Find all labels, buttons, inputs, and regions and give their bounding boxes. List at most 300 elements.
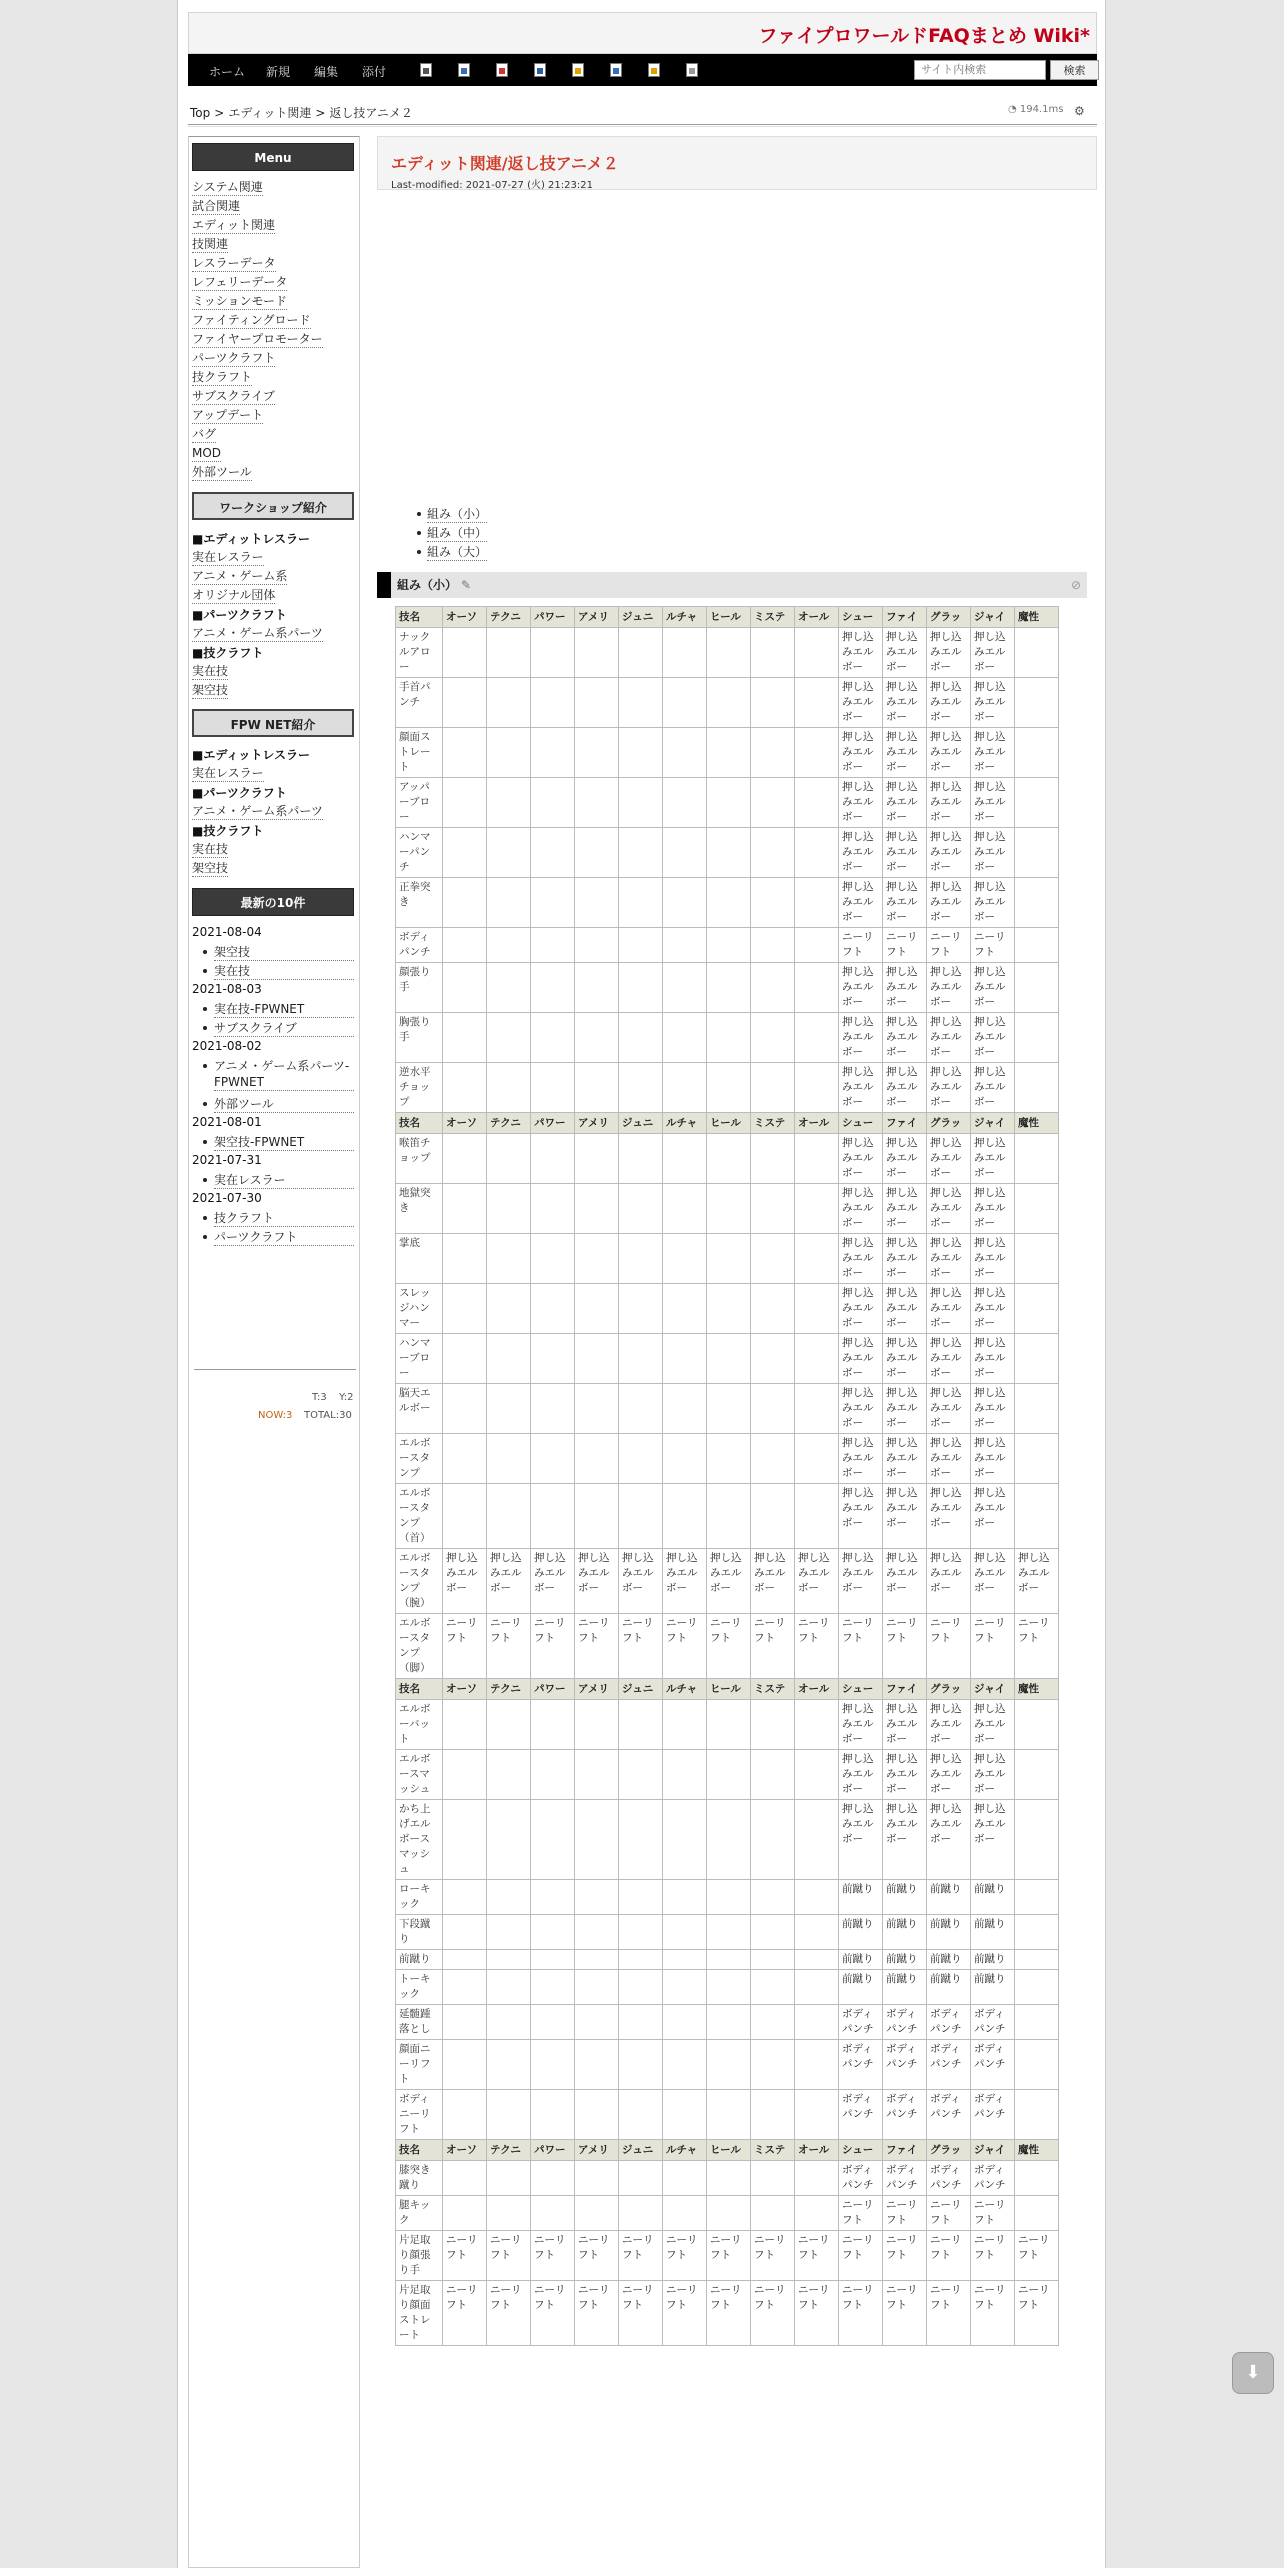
counter-move-cell	[707, 928, 751, 963]
breadcrumb-top[interactable]: Top	[190, 106, 211, 120]
counter-move-cell	[795, 1800, 839, 1880]
sidebar-item[interactable]: 試合関連	[192, 199, 241, 213]
counter-move-cell	[751, 1284, 795, 1334]
search-button[interactable]: 検索	[1050, 60, 1099, 80]
counter-move-cell	[1015, 1750, 1059, 1800]
recent-date: 2021-08-01	[192, 1115, 262, 1129]
counter-move-cell: ボディパンチ	[927, 2040, 971, 2090]
counter-move-cell: 押し込みエルボー	[927, 1549, 971, 1614]
sidebar-item[interactable]: 技クラフト	[192, 370, 253, 384]
counter-move-cell	[795, 678, 839, 728]
counter-move-cell	[443, 728, 487, 778]
sidebar-group-label: ■パーツクラフト	[192, 608, 287, 622]
counter-move-cell	[795, 1970, 839, 2005]
counter-move-cell: 押し込みエルボー	[971, 1134, 1015, 1184]
column-header: アメリ	[575, 607, 619, 628]
counter-move-cell	[1015, 2005, 1059, 2040]
render-time: ◔ 194.1ms	[1008, 104, 1064, 115]
counter-move-cell: ニーリフト	[707, 2231, 751, 2281]
counter-move-cell	[443, 963, 487, 1013]
counter-move-cell	[663, 928, 707, 963]
counter-move-cell	[443, 1284, 487, 1334]
counter-move-cell: 押し込みエルボー	[1015, 1549, 1059, 1614]
counter-move-cell	[707, 1284, 751, 1334]
counter-move-cell: 押し込みエルボー	[927, 1234, 971, 1284]
counter-move-cell	[443, 678, 487, 728]
nav-home[interactable]: ホーム	[209, 65, 246, 79]
counter-move-cell	[707, 678, 751, 728]
counter-move-cell: 押し込みエルボー	[883, 1484, 927, 1549]
counter-move-cell: 押し込みエルボー	[839, 1549, 883, 1614]
column-header: ルチャ	[663, 607, 707, 628]
column-header: シュー	[839, 607, 883, 628]
counter-move-cell	[575, 678, 619, 728]
counter-move-cell: 押し込みエルボー	[927, 1484, 971, 1549]
counter-move-cell	[575, 928, 619, 963]
sidebar-item[interactable]: レスラーデータ	[192, 256, 276, 270]
counter-move-cell: ニーリフト	[795, 2231, 839, 2281]
counter-move-cell	[1015, 928, 1059, 963]
counter-move-cell: 押し込みエルボー	[839, 828, 883, 878]
sidebar-item[interactable]: 実在技	[192, 842, 229, 856]
counter-move-cell	[575, 1434, 619, 1484]
counter-move-cell	[751, 1700, 795, 1750]
arrow-down-icon[interactable]: ⬇	[1232, 2352, 1274, 2394]
counter-move-cell	[795, 2005, 839, 2040]
section-heading	[377, 572, 1087, 598]
counter-move-cell	[663, 778, 707, 828]
counter-move-cell	[619, 1013, 663, 1063]
counter-move-cell: ニーリフト	[1015, 1614, 1059, 1679]
breadcrumb-edit[interactable]: エディット関連	[228, 106, 312, 120]
column-header: ミステ	[751, 1679, 795, 1700]
counter-move-cell: ニーリフト	[795, 2281, 839, 2346]
counter-move-cell	[795, 1134, 839, 1184]
column-header: オール	[795, 1113, 839, 1134]
history-icon[interactable]	[648, 63, 660, 77]
counter-move-cell: 押し込みエルボー	[971, 1013, 1015, 1063]
counter-move-cell	[531, 1284, 575, 1334]
table-row	[396, 963, 1059, 1013]
recent-item[interactable]: パーツクラフト	[214, 1229, 354, 1246]
counter-move-cell	[663, 2161, 707, 2196]
counter-move-cell: 押し込みエルボー	[971, 1384, 1015, 1434]
pencil-icon[interactable]: ✎	[461, 578, 472, 592]
counter-move-cell	[619, 1915, 663, 1950]
counter-move-cell: ニーリフト	[487, 1614, 531, 1679]
counter-move-cell	[531, 928, 575, 963]
counter-move-cell: 押し込みエルボー	[971, 778, 1015, 828]
counter-move-cell	[707, 728, 751, 778]
counter-move-cell: ニーリフト	[971, 2231, 1015, 2281]
counter-move-cell: ニーリフト	[1015, 2231, 1059, 2281]
move-name-cell: 顔面ニーリフト	[396, 2040, 443, 2090]
counter-move-cell	[1015, 1134, 1059, 1184]
counter-move-cell	[707, 778, 751, 828]
counter-move-cell	[443, 1334, 487, 1384]
column-header: ファイ	[883, 2140, 927, 2161]
counter-move-cell: ニーリフト	[839, 928, 883, 963]
counter-move-cell	[575, 1800, 619, 1880]
counter-move-cell	[575, 828, 619, 878]
table-row	[396, 1549, 1059, 1614]
counter-move-cell: ニーリフト	[707, 2281, 751, 2346]
counter-move-cell	[795, 628, 839, 678]
sidebar-item[interactable]: アニメ・ゲーム系パーツ	[192, 804, 323, 818]
counter-move-cell	[1015, 628, 1059, 678]
counter-move-cell	[443, 2040, 487, 2090]
nav-new[interactable]: 新規	[266, 65, 291, 79]
delete-page-icon[interactable]	[496, 63, 508, 77]
move-name-cell: エルボースタンプ	[396, 1434, 443, 1484]
column-header: テクニ	[487, 1113, 531, 1134]
column-header: 技名	[396, 1113, 443, 1134]
counter-move-cell	[531, 1334, 575, 1384]
counter-move-cell: 前蹴り	[883, 1915, 927, 1950]
column-header: パワー	[531, 1113, 575, 1134]
counter-move-cell	[707, 1880, 751, 1915]
counter-move-cell: ニーリフト	[883, 1614, 927, 1679]
counter-move-cell: 押し込みエルボー	[751, 1549, 795, 1614]
column-header: ミステ	[751, 1113, 795, 1134]
counter-move-cell	[619, 628, 663, 678]
counter-move-cell	[795, 1950, 839, 1970]
table-row	[396, 1484, 1059, 1549]
recent-item[interactable]: 技クラフト	[214, 1210, 354, 1227]
sidebar-item[interactable]: 実在レスラー	[192, 550, 264, 564]
column-header: オール	[795, 607, 839, 628]
counter-move-cell: 前蹴り	[927, 1970, 971, 2005]
counter-move-cell	[443, 878, 487, 928]
sidebar-item[interactable]: ファイティングロード	[192, 313, 311, 327]
table-row	[396, 1184, 1059, 1234]
table-row	[396, 2231, 1059, 2281]
table-row	[396, 1880, 1059, 1915]
counter-move-cell	[531, 2090, 575, 2140]
counter-move-cell: 押し込みエルボー	[927, 1700, 971, 1750]
counter-move-cell	[707, 1700, 751, 1750]
counter-move-cell: 押し込みエルボー	[883, 1800, 927, 1880]
counter-move-cell	[487, 1950, 531, 1970]
counter-move-cell: ニーリフト	[531, 2231, 575, 2281]
counter-move-cell: ニーリフト	[575, 2231, 619, 2281]
move-name-cell: 延髄踵落とし	[396, 2005, 443, 2040]
sidebar-item[interactable]: 実在技	[192, 664, 229, 678]
counter-move-cell	[443, 628, 487, 678]
table-row	[396, 1970, 1059, 2005]
counter-move-cell	[1015, 1334, 1059, 1384]
search-input[interactable]	[914, 60, 1046, 80]
counter-move-cell: 押し込みエルボー	[883, 1750, 927, 1800]
nav-edit[interactable]: 編集	[314, 65, 339, 79]
counter-move-cell	[751, 828, 795, 878]
counter-move-cell	[531, 2005, 575, 2040]
sidebar-item[interactable]: ミッションモード	[192, 294, 288, 308]
counter-move-cell	[487, 963, 531, 1013]
recent-item[interactable]: アニメ・ゲーム系パーツ-FPWNET	[214, 1058, 354, 1091]
counter-move-cell: ニーリフト	[795, 1614, 839, 1679]
last-modified: Last-modified: 2021-07-27 (火) 21:23:21	[391, 180, 593, 191]
counter-move-cell	[531, 1013, 575, 1063]
recent-item[interactable]: 実在技	[214, 963, 354, 980]
column-header: ヒール	[707, 607, 751, 628]
counter-move-cell	[751, 2161, 795, 2196]
counter-move-cell: ニーリフト	[839, 1614, 883, 1679]
counter-move-cell	[619, 1134, 663, 1184]
counter-move-cell: 前蹴り	[927, 1950, 971, 1970]
counter-move-cell: 押し込みエルボー	[927, 1134, 971, 1184]
recent-item[interactable]: 架空技-FPWNET	[214, 1134, 354, 1151]
counter-move-cell	[751, 678, 795, 728]
counter-move-cell	[795, 1334, 839, 1384]
page-info-icon[interactable]	[458, 63, 470, 77]
column-header: ルチャ	[663, 1113, 707, 1134]
sidebar-item[interactable]: アニメ・ゲーム系	[192, 569, 288, 583]
counter-move-cell	[663, 1880, 707, 1915]
sidebar-item[interactable]: アニメ・ゲーム系パーツ	[192, 626, 323, 640]
counter-move-cell	[443, 2090, 487, 2140]
counter-move-cell	[707, 963, 751, 1013]
sidebar-item[interactable]: 技関連	[192, 237, 229, 251]
counter-move-cell: 押し込みエルボー	[927, 963, 971, 1013]
counter-move-cell	[531, 1800, 575, 1880]
counter-move-cell	[1015, 1950, 1059, 1970]
breadcrumb-current: 返し技アニメ２	[329, 106, 413, 120]
counter-move-cell	[443, 828, 487, 878]
counter-move-cell	[795, 878, 839, 928]
column-header: 魔性	[1015, 2140, 1059, 2161]
recent-item[interactable]: サブスクライブ	[214, 1020, 354, 1037]
counter-move-cell	[575, 1184, 619, 1234]
counter-move-cell: ニーリフト	[663, 1614, 707, 1679]
column-header: オーソ	[443, 1679, 487, 1700]
table-row	[396, 828, 1059, 878]
counter-move-cell: ニーリフト	[443, 2281, 487, 2346]
counter-move-cell	[531, 2161, 575, 2196]
counter-move-cell	[663, 1384, 707, 1434]
counter-move-cell	[619, 1334, 663, 1384]
counter-move-cell: 押し込みエルボー	[883, 628, 927, 678]
counter-move-cell	[443, 1950, 487, 1970]
recent-item[interactable]: 実在レスラー	[214, 1172, 354, 1189]
sidebar-item[interactable]: エディット関連	[192, 218, 276, 232]
column-header: ジュニ	[619, 2140, 663, 2161]
link-icon[interactable]: ⊘	[1070, 578, 1081, 592]
counter-move-cell	[487, 2040, 531, 2090]
counter-move-cell	[487, 678, 531, 728]
toc-item[interactable]: 組み（小）	[427, 507, 488, 521]
counter-move-cell	[751, 1970, 795, 2005]
counter-move-cell: 押し込みエルボー	[927, 1750, 971, 1800]
counter-move-cell: ボディパンチ	[839, 2161, 883, 2196]
column-header: テクニ	[487, 2140, 531, 2161]
counter-move-cell: 押し込みエルボー	[839, 1013, 883, 1063]
counter-move-cell	[795, 1063, 839, 1113]
counter-move-cell: ニーリフト	[531, 2281, 575, 2346]
counter-move-cell	[575, 1750, 619, 1800]
counter-move-cell	[487, 1880, 531, 1915]
table-row	[396, 2040, 1059, 2090]
counter-move-cell: ニーリフト	[751, 1614, 795, 1679]
backup-icon[interactable]	[686, 63, 698, 77]
counter-move-cell	[663, 2090, 707, 2140]
sidebar-item[interactable]: オリジナル団体	[192, 588, 276, 602]
counter-move-cell	[795, 778, 839, 828]
sidebar-item[interactable]: 架空技	[192, 683, 229, 697]
copy-page-icon[interactable]	[610, 63, 622, 77]
counter-move-cell	[663, 1284, 707, 1334]
sidebar-item[interactable]: バグ	[192, 427, 217, 441]
counter-move-cell	[1015, 2040, 1059, 2090]
column-header: 魔性	[1015, 1679, 1059, 1700]
sidebar-item[interactable]: パーツクラフト	[192, 351, 276, 365]
counter-move-cell	[795, 2090, 839, 2140]
lock-page-icon[interactable]	[572, 63, 584, 77]
site-title[interactable]: ファイプロワールドFAQまとめ Wiki*	[758, 25, 1090, 47]
move-name-cell: 脳天エルボー	[396, 1384, 443, 1434]
counter-move-cell: 押し込みエルボー	[839, 778, 883, 828]
sidebar-item[interactable]: システム関連	[192, 180, 263, 194]
counter-move-cell: ニーリフト	[927, 2196, 971, 2231]
counter-move-cell: ボディパンチ	[883, 2090, 927, 2140]
column-header: オール	[795, 1679, 839, 1700]
counter-move-cell: ボディパンチ	[927, 2090, 971, 2140]
counter-move-cell: 押し込みエルボー	[839, 1800, 883, 1880]
sidebar-item[interactable]: ファイヤープロモーター	[192, 332, 323, 346]
page-list-icon[interactable]	[534, 63, 546, 77]
counter-move-cell: 押し込みエルボー	[927, 828, 971, 878]
counter-move-cell: 押し込みエルボー	[839, 1184, 883, 1234]
counter-move-cell: 押し込みエルボー	[883, 1549, 927, 1614]
move-name-cell: 手首パンチ	[396, 678, 443, 728]
counter-move-cell	[531, 728, 575, 778]
counter-move-cell	[575, 1234, 619, 1284]
recent-item[interactable]: 実在技-FPWNET	[214, 1001, 354, 1018]
sidebar-item[interactable]: 外部ツール	[192, 465, 252, 479]
column-header: オーソ	[443, 1113, 487, 1134]
counter-move-cell: ニーリフト	[619, 1614, 663, 1679]
counter-move-cell	[663, 828, 707, 878]
move-name-cell: エルボースタンプ（腕）	[396, 1549, 443, 1614]
counter-move-cell	[443, 778, 487, 828]
column-header: 技名	[396, 2140, 443, 2161]
counter-move-cell: 押し込みエルボー	[619, 1549, 663, 1614]
counter-move-cell: 押し込みエルボー	[971, 878, 1015, 928]
counter-move-cell	[1015, 1384, 1059, 1434]
counter-move-cell	[707, 2005, 751, 2040]
counter-move-cell: ボディパンチ	[839, 2005, 883, 2040]
recent-date: 2021-08-03	[192, 982, 262, 996]
counter-move-cell: 押し込みエルボー	[839, 1384, 883, 1434]
counter-move-cell	[619, 1970, 663, 2005]
sidebar-item[interactable]: 実在レスラー	[192, 766, 264, 780]
move-name-cell: スレッジハンマー	[396, 1284, 443, 1334]
counter-move-cell: 押し込みエルボー	[707, 1549, 751, 1614]
counter-move-cell	[443, 1915, 487, 1950]
column-header: シュー	[839, 1679, 883, 1700]
counter-move-cell	[531, 878, 575, 928]
sidebar-item[interactable]: MOD	[192, 446, 222, 460]
recent-item[interactable]: 架空技	[214, 944, 354, 961]
counter-move-cell: 押し込みエルボー	[971, 1334, 1015, 1384]
counter-move-cell	[575, 1384, 619, 1434]
counter-move-cell	[663, 1484, 707, 1549]
counter-move-cell	[487, 1013, 531, 1063]
counter-move-cell	[663, 678, 707, 728]
counter-move-cell	[619, 1880, 663, 1915]
move-name-cell: 片足取り顔面ストレート	[396, 2281, 443, 2346]
gear-icon[interactable]: ⚙	[1074, 104, 1085, 118]
counter-move-cell: 押し込みエルボー	[971, 1800, 1015, 1880]
sidebar-item[interactable]: アップデート	[192, 408, 264, 422]
counter-move-cell	[487, 1184, 531, 1234]
column-header: ジャイ	[971, 1113, 1015, 1134]
counter-move-cell: 押し込みエルボー	[883, 1434, 927, 1484]
recent-heading: 最新の10件	[192, 888, 354, 916]
sidebar-item[interactable]: サブスクライブ	[192, 389, 275, 403]
counter-move-cell	[575, 1700, 619, 1750]
fpw-heading: FPW NET紹介	[192, 709, 354, 737]
recent-date: 2021-07-31	[192, 1153, 262, 1167]
table-row	[396, 1284, 1059, 1334]
counter-move-cell: 押し込みエルボー	[883, 1384, 927, 1434]
move-name-cell: トーキック	[396, 1970, 443, 2005]
counter-move-cell	[487, 728, 531, 778]
counter-move-cell: ボディパンチ	[839, 2040, 883, 2090]
counter-move-cell: 押し込みエルボー	[971, 678, 1015, 728]
counter-move-cell: 押し込みエルボー	[883, 1063, 927, 1113]
counter-move-cell	[663, 1013, 707, 1063]
sidebar-item[interactable]: 架空技	[192, 861, 229, 875]
move-name-cell: 下段蹴り	[396, 1915, 443, 1950]
counter-move-cell	[751, 1234, 795, 1284]
column-header: ミステ	[751, 2140, 795, 2161]
edit-page-icon[interactable]	[420, 63, 432, 77]
counter-move-cell	[751, 1184, 795, 1234]
counter-move-cell	[619, 1950, 663, 1970]
column-header: シュー	[839, 2140, 883, 2161]
counter-move-cell: ニーリフト	[971, 2196, 1015, 2231]
column-header: アメリ	[575, 2140, 619, 2161]
counter-move-cell	[795, 1013, 839, 1063]
counter-move-cell	[443, 1234, 487, 1284]
counter-move-cell	[707, 1915, 751, 1950]
toc-item[interactable]: 組み（中）	[427, 526, 488, 540]
move-name-cell: ハンマーブロー	[396, 1334, 443, 1384]
counter-move-cell: 押し込みエルボー	[883, 828, 927, 878]
column-header: ミステ	[751, 607, 795, 628]
move-name-cell: エルボースタンプ（首）	[396, 1484, 443, 1549]
counter-move-cell: 押し込みエルボー	[839, 1063, 883, 1113]
counter-move-cell	[707, 1184, 751, 1234]
counter-move-cell	[663, 1700, 707, 1750]
counter-move-cell	[575, 963, 619, 1013]
counter-move-cell: 押し込みエルボー	[487, 1549, 531, 1614]
counter-move-cell	[707, 2161, 751, 2196]
counter-move-cell	[751, 1063, 795, 1113]
nav-attach[interactable]: 添付	[362, 65, 387, 79]
counter-move-cell: 押し込みエルボー	[883, 1134, 927, 1184]
counter-move-cell	[795, 1434, 839, 1484]
counter-move-cell: ボディパンチ	[883, 2161, 927, 2196]
toc-item[interactable]: 組み（大）	[427, 545, 488, 559]
recent-item[interactable]: 外部ツール	[214, 1096, 354, 1113]
counter-move-cell	[663, 1134, 707, 1184]
column-header: パワー	[531, 607, 575, 628]
sidebar-item[interactable]: レフェリーデータ	[192, 275, 288, 289]
counter-move-cell	[751, 728, 795, 778]
move-name-cell: 腿キック	[396, 2196, 443, 2231]
